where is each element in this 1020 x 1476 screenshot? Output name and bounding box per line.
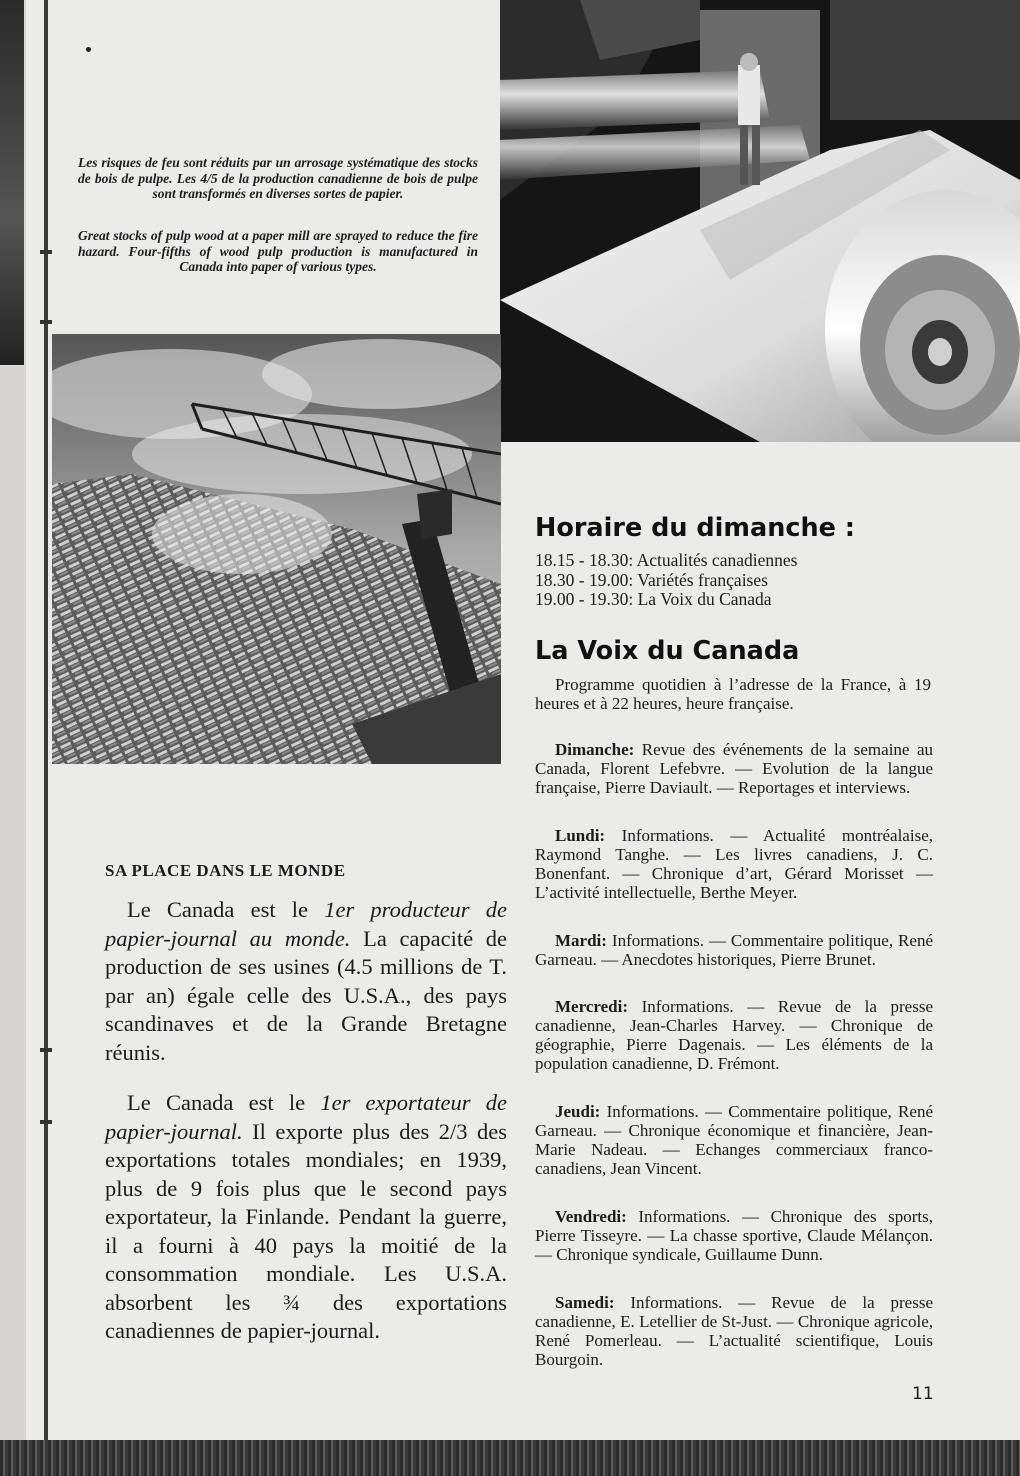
day-text: Informations. — Actualité montréalaise, Raymond Tanghe. — Les livres canadiens, J. C. Bonenfant. — Chronique d’art, Gérard Morisset — L’activité intellectuelle, Berthe Meyer. xyxy=(535,826,933,902)
binding-staple xyxy=(40,250,52,254)
day-label: Jeudi: xyxy=(555,1102,601,1121)
schedule-item: 18.30 - 19.00: Variétés françaises xyxy=(535,569,768,590)
article-paragraph-2: Le Canada est le 1er exportateur de papier-journal. Il exporte plus des 2/3 des exportations totales mondiales; en 1939, plus de 9 fois plus que le second pays exportateur, la Finlande. Pendant la guerre, il a fourni à 40 pays la moitié de la consommation mondiale. Les U.S.A. absorbent les ¾ des exportations canadiennes de papier-journal. xyxy=(105,1090,507,1343)
program-day xyxy=(535,1102,933,1178)
binding-staple xyxy=(40,320,52,324)
section-heading: SA PLACE DANS LE MONDE xyxy=(105,861,346,880)
adjacent-page-photo xyxy=(0,0,24,365)
program-day xyxy=(535,1293,933,1369)
binding-spine xyxy=(44,0,48,1476)
day-label: Lundi: xyxy=(555,826,606,845)
voix-intro: Programme quotidien à l’adresse de la France, à 19 heures et à 22 heures, heure française. xyxy=(535,675,931,713)
print-dot xyxy=(86,47,91,52)
program-day xyxy=(535,931,933,969)
article-paragraph-1: Le Canada est le 1er producteur de papier-journal au monde. La capacité de production de ses usines (4.5 millions de T. par an) égale celle des U.S.A., des pays scandinaves et de la Grande Bretagne réunis. xyxy=(105,897,508,1065)
program-day xyxy=(535,1207,933,1264)
binding-staple xyxy=(40,1120,52,1124)
day-label: Mercredi: xyxy=(555,997,628,1016)
day-label: Samedi: xyxy=(555,1293,615,1312)
voix-heading: La Voix du Canada xyxy=(535,636,800,666)
day-text: Informations. — Commentaire politique, René Garneau. — Anecdotes historiques, Pierre Brunet. xyxy=(535,931,933,969)
day-text: Informations. — Chronique des sports, Pierre Tisseyre. — La chasse sportive, Claude Mélançon. — Chronique syndicale, Guillaume Dunn. xyxy=(535,1207,933,1264)
day-text: Revue des événements de la semaine au Canada, Florent Lefebvre. — Evolution de la langue française, Pierre Daviault. — Reportages et interviews. xyxy=(535,740,933,797)
photo-caption-french: Les risques de feu sont réduits par un arrosage systématique des stocks de bois de pulpe. Les 4/5 de la production canadienne de bois de pulpe sont transformés en diverses sortes de papier. xyxy=(78,155,478,201)
paper-mill-roll-photo xyxy=(500,0,1020,442)
schedule-list xyxy=(535,551,797,610)
page-number: 11 xyxy=(912,1384,934,1404)
day-text: Informations. — Revue de la presse canadienne, Jean-Charles Harvey. — Chronique de géographie, Pierre Dagenais. — Les éléments de la population canadienne, D. Frémont. xyxy=(535,997,933,1073)
binding-staple xyxy=(40,1048,52,1052)
page-bottom-edge xyxy=(0,1440,1020,1476)
pulpwood-stockpile-photo xyxy=(52,334,501,764)
day-label: Mardi: xyxy=(555,931,607,950)
day-label: Vendredi: xyxy=(555,1207,627,1226)
day-label: Dimanche: xyxy=(555,740,635,759)
program-day xyxy=(535,826,933,902)
photo-caption-english: Great stocks of pulp wood at a paper mill are sprayed to reduce the fire hazard. Four-fifths of wood pulp production is manufactured in Canada into paper of various types. xyxy=(78,228,478,274)
day-text: Informations. — Revue de la presse canadienne, E. Letellier de St-Just. — Chronique agricole, René Pomerleau. — L’actualité scientifique, Louis Bourgoin. xyxy=(535,1293,933,1369)
program-day xyxy=(535,997,933,1073)
program-day xyxy=(535,740,933,797)
schedule-item: 19.00 - 19.30: La Voix du Canada xyxy=(535,589,772,609)
day-text: Informations. — Commentaire politique, René Garneau. — Chronique économique et financière, Jean-Marie Nadeau. — Echanges commerciaux franco-canadiens, Jean Vincent. xyxy=(535,1102,933,1178)
schedule-heading: Horaire du dimanche : xyxy=(535,513,855,543)
schedule-item: 18.15 - 18.30: Actualités canadiennes xyxy=(535,550,798,570)
